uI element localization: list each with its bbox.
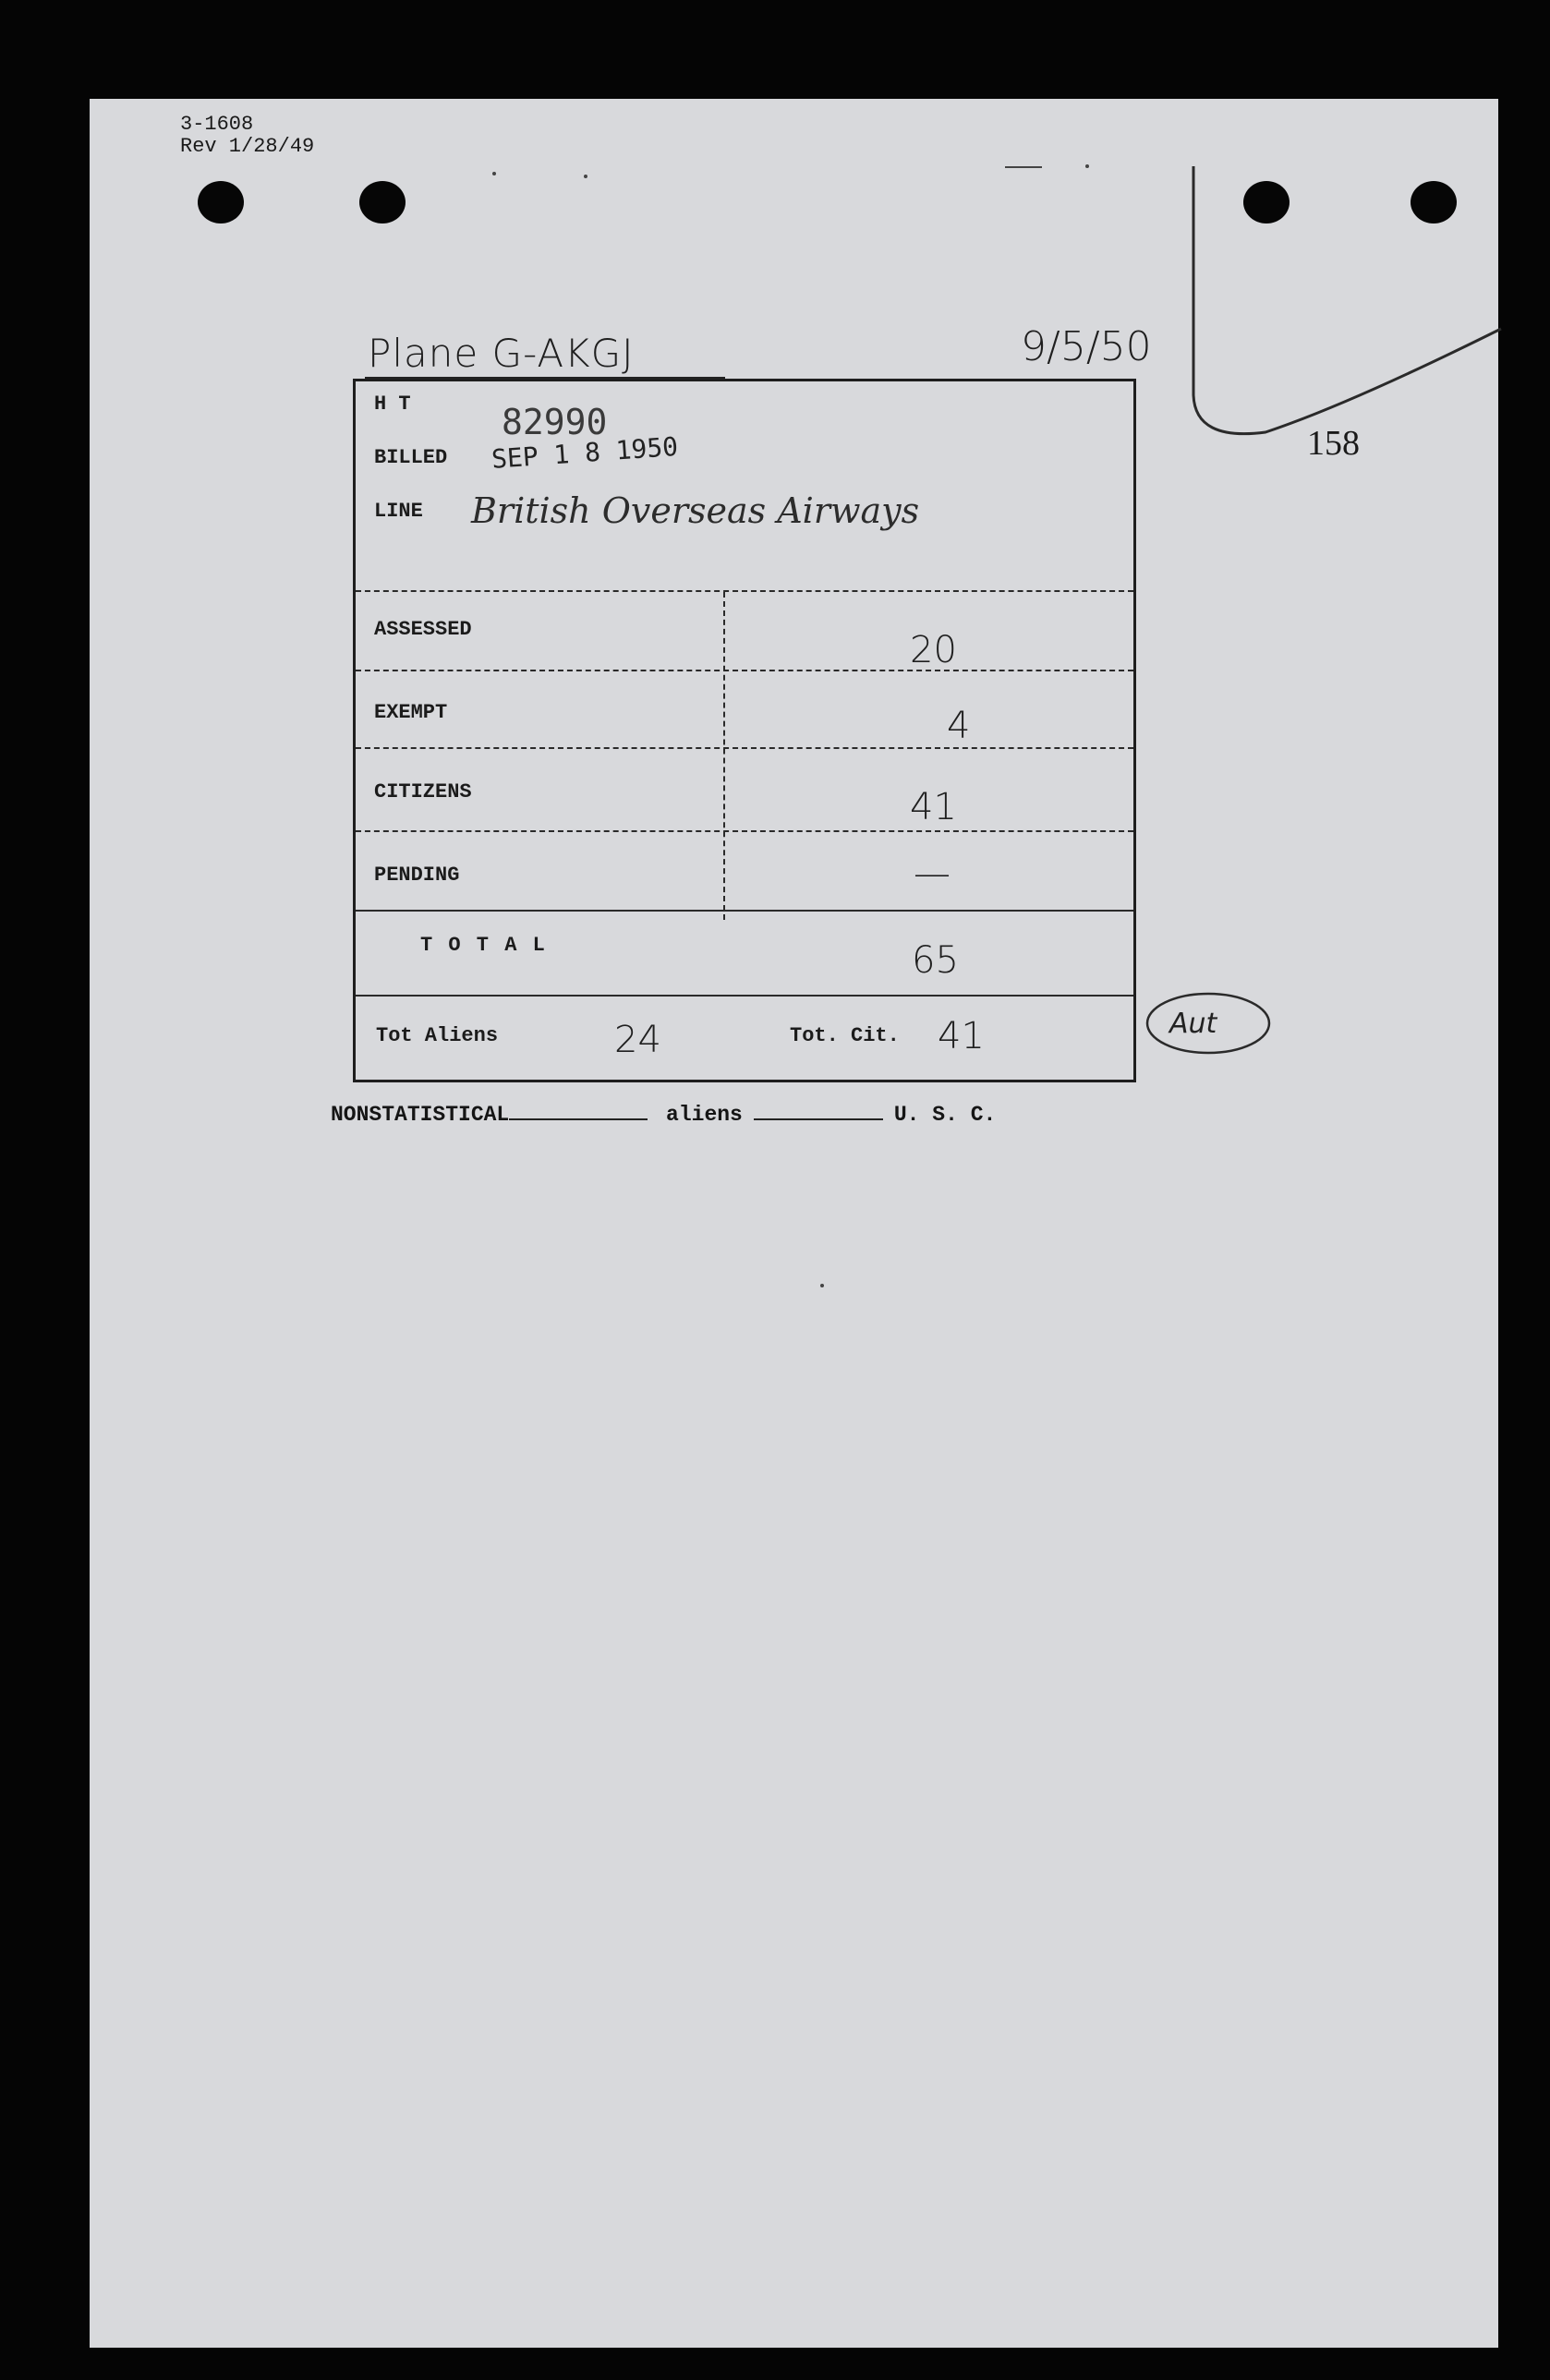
assessed-value: 20: [910, 629, 957, 671]
plane-registration: Plane G-AKGJ: [368, 331, 635, 376]
speck: [820, 1284, 824, 1287]
billed-label: BILLED: [374, 446, 448, 469]
usc-label: U. S. C.: [893, 1103, 997, 1127]
column-divider: [723, 592, 725, 920]
nonstat-label: NONSTATISTICAL: [331, 1103, 510, 1127]
speck: [584, 175, 587, 178]
exempt-label: EXEMPT: [374, 701, 448, 724]
total-value: 65: [912, 939, 959, 982]
line-label: LINE: [374, 500, 423, 523]
row-divider: [356, 910, 1133, 912]
tot-aliens-label: Tot Aliens: [376, 1024, 499, 1047]
speck: [1085, 164, 1089, 168]
row-divider: [356, 995, 1133, 997]
nonstatistical-line: [331, 1102, 996, 1127]
tot-cit-value: 41: [938, 1015, 985, 1057]
nonstat-blank: [509, 1102, 648, 1120]
row-divider: [356, 830, 1133, 832]
row-divider: [356, 747, 1133, 749]
citizens-value: 41: [910, 786, 957, 828]
punch-hole: [359, 181, 406, 224]
initials-circle: [1144, 990, 1273, 1057]
billed-date-stamp: SEP 1 8 1950: [490, 430, 680, 475]
nonstat-blank-2: [754, 1102, 883, 1120]
row-divider: [356, 590, 1133, 592]
manifest-form: [353, 379, 1136, 1082]
exempt-value: 4: [947, 705, 971, 747]
row-divider: [356, 670, 1133, 671]
assessed-label: ASSESSED: [374, 618, 472, 641]
speck: [1005, 166, 1042, 168]
total-label: T O T A L: [420, 934, 547, 957]
page-number: 158: [1307, 424, 1360, 463]
punch-hole: [198, 181, 244, 224]
pending-value: —: [914, 852, 951, 895]
speck: [492, 172, 496, 175]
initials-text: Aut: [1169, 1008, 1217, 1040]
ht-number-stamp: 82990: [502, 402, 608, 442]
ht-label: H T: [374, 393, 411, 416]
nonstat-aliens-label: aliens: [666, 1103, 743, 1127]
tot-aliens-value: 24: [614, 1019, 661, 1061]
handwritten-date: 9/5/50: [1021, 323, 1152, 370]
airline-name: British Overseas Airways: [471, 490, 920, 531]
pending-label: PENDING: [374, 864, 460, 887]
tot-cit-label: Tot. Cit.: [790, 1024, 900, 1047]
citizens-label: CITIZENS: [374, 780, 472, 803]
form-code: 3-1608 Rev 1/28/49: [180, 113, 315, 158]
